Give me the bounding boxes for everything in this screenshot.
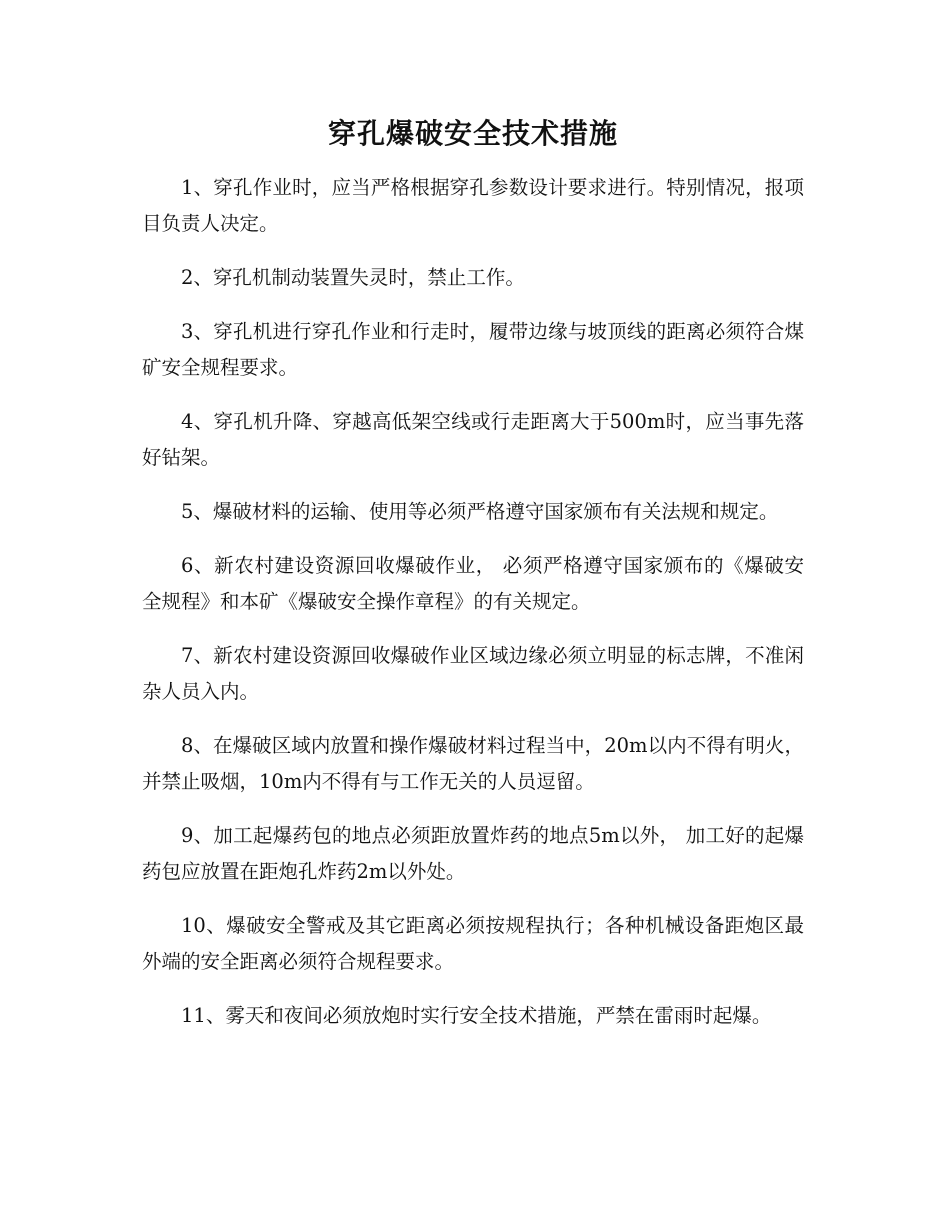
measure-item-8: 8、在爆破区域内放置和操作爆破材料过程当中，20m以内不得有明火，并禁止吸烟，10m内不得有与工作无关的人员逗留。 <box>142 734 804 793</box>
measure-item-7: 7、新农村建设资源回收爆破作业区域边缘必须立明显的标志牌，不准闲杂人员入内。 <box>142 644 804 703</box>
measure-item-9: 9、加工起爆药包的地点必须距放置炸药的地点5m以外， 加工好的起爆药包应放置在距炮孔炸药2m以外处。 <box>142 824 804 883</box>
measure-item-10: 10、爆破安全警戒及其它距离必须按规程执行；各种机械设备距炮区最外端的安全距离必须符合规程要求。 <box>142 914 804 973</box>
measure-item-5: 5、爆破材料的运输、使用等必须严格遵守国家颁布有关法规和规定。 <box>181 500 779 523</box>
measure-item-6: 6、新农村建设资源回收爆破作业， 必须严格遵守国家颁布的《爆破安全规程》和本矿《爆破安全操作章程》的有关规定。 <box>142 554 804 613</box>
measure-list <box>142 170 804 1034</box>
measure-item-2: 2、穿孔机制动装置失灵时，禁止工作。 <box>181 266 525 289</box>
measure-item-3: 3、穿孔机进行穿孔作业和行走时，履带边缘与坡顶线的距离必须符合煤矿安全规程要求。 <box>142 320 804 379</box>
measure-item-4: 4、穿孔机升降、穿越高低架空线或行走距离大于500m时，应当事先落好钻架。 <box>142 410 804 469</box>
document-title: 穿孔爆破安全技术措施 <box>327 117 618 150</box>
measure-item-11: 11、雾天和夜间必须放炮时实行安全技术措施，严禁在雷雨时起爆。 <box>181 1004 772 1027</box>
measure-item-1: 1、穿孔作业时，应当严格根据穿孔参数设计要求进行。特别情况，报项目负责人决定。 <box>142 176 804 235</box>
